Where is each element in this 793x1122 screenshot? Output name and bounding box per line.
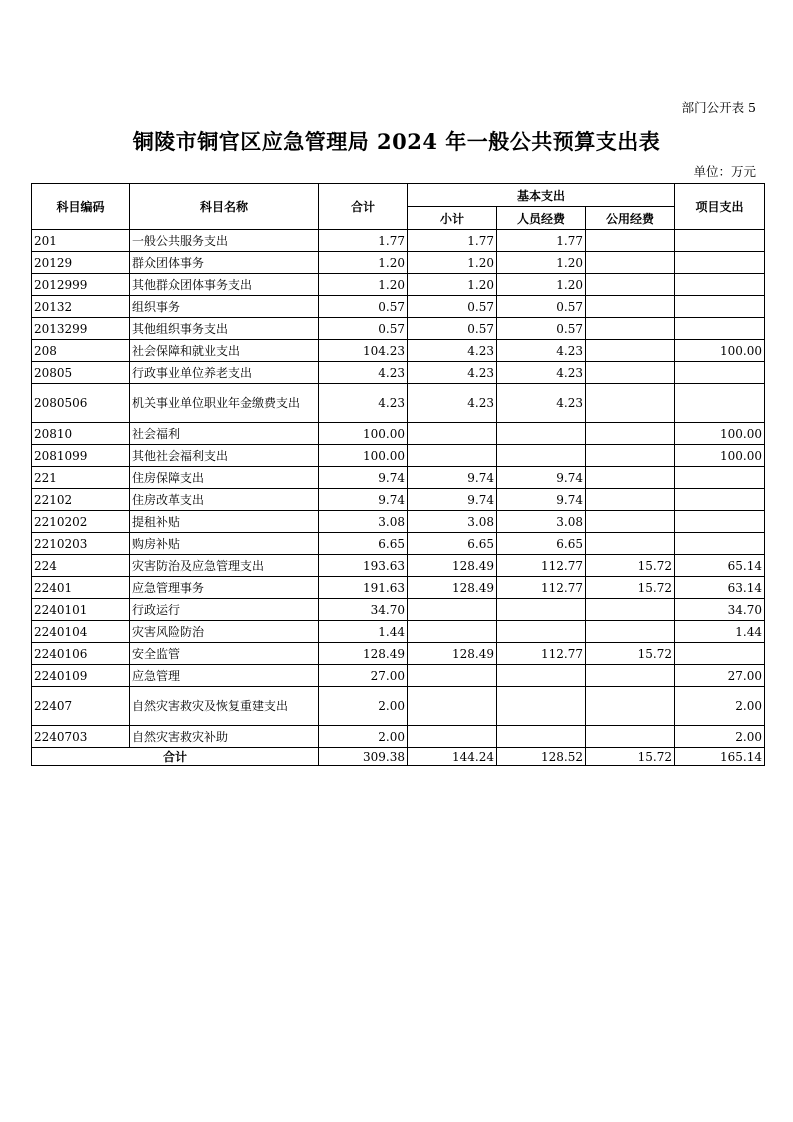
row-total: 9.74 xyxy=(319,467,408,489)
row-subtotal: 9.74 xyxy=(408,467,497,489)
row-total: 1.20 xyxy=(319,252,408,274)
header-public: 公用经费 xyxy=(586,207,675,230)
form-number: 部门公开表 5 xyxy=(681,100,756,115)
row-public xyxy=(586,599,675,621)
row-name: 其他社会福利支出 xyxy=(130,445,319,467)
row-public xyxy=(586,687,675,726)
row-personnel: 0.57 xyxy=(497,318,586,340)
row-personnel: 4.23 xyxy=(497,362,586,384)
page-title: 铜陵市铜官区应急管理局 2024 年一般公共预算支出表 xyxy=(132,129,661,154)
row-total: 191.63 xyxy=(319,577,408,599)
row-personnel: 1.77 xyxy=(497,230,586,252)
row-code: 2240106 xyxy=(32,643,130,665)
table-row xyxy=(32,511,765,533)
row-code: 201 xyxy=(32,230,130,252)
row-name: 其他群众团体事务支出 xyxy=(130,274,319,296)
row-personnel: 9.74 xyxy=(497,489,586,511)
table-row xyxy=(32,621,765,643)
table-row xyxy=(32,423,765,445)
row-project: 2.00 xyxy=(675,726,765,748)
row-total: 104.23 xyxy=(319,340,408,362)
row-total: 0.57 xyxy=(319,296,408,318)
row-total: 100.00 xyxy=(319,445,408,467)
table-row xyxy=(32,687,765,726)
table-row xyxy=(32,599,765,621)
table-row xyxy=(32,577,765,599)
row-personnel: 6.65 xyxy=(497,533,586,555)
row-code: 208 xyxy=(32,340,130,362)
row-code: 22407 xyxy=(32,687,130,726)
row-total: 3.08 xyxy=(319,511,408,533)
row-code: 20132 xyxy=(32,296,130,318)
row-public xyxy=(586,445,675,467)
row-total: 128.49 xyxy=(319,643,408,665)
row-public xyxy=(586,621,675,643)
table-row xyxy=(32,555,765,577)
table-row xyxy=(32,445,765,467)
row-subtotal: 4.23 xyxy=(408,362,497,384)
row-name: 行政事业单位养老支出 xyxy=(130,362,319,384)
table-row xyxy=(32,665,765,687)
row-public xyxy=(586,252,675,274)
row-subtotal: 128.49 xyxy=(408,555,497,577)
row-total: 1.20 xyxy=(319,274,408,296)
row-subtotal xyxy=(408,445,497,467)
total-subtotal: 144.24 xyxy=(408,748,497,766)
row-personnel xyxy=(497,599,586,621)
header-project: 项目支出 xyxy=(675,184,765,230)
row-personnel xyxy=(497,423,586,445)
row-name: 应急管理事务 xyxy=(130,577,319,599)
table-row xyxy=(32,726,765,748)
row-total: 193.63 xyxy=(319,555,408,577)
row-total: 1.44 xyxy=(319,621,408,643)
row-subtotal: 128.49 xyxy=(408,577,497,599)
row-code: 2081099 xyxy=(32,445,130,467)
row-personnel: 112.77 xyxy=(497,643,586,665)
row-personnel: 0.57 xyxy=(497,296,586,318)
row-total: 0.57 xyxy=(319,318,408,340)
row-subtotal: 6.65 xyxy=(408,533,497,555)
row-code: 2240104 xyxy=(32,621,130,643)
header-personnel: 人员经费 xyxy=(497,207,586,230)
header-code: 科目编码 xyxy=(32,184,130,230)
row-public xyxy=(586,511,675,533)
row-total: 34.70 xyxy=(319,599,408,621)
row-project: 100.00 xyxy=(675,445,765,467)
row-total: 2.00 xyxy=(319,687,408,726)
row-total: 9.74 xyxy=(319,489,408,511)
total-total: 309.38 xyxy=(319,748,408,766)
table-row xyxy=(32,230,765,252)
row-code: 221 xyxy=(32,467,130,489)
row-name: 社会保障和就业支出 xyxy=(130,340,319,362)
row-project xyxy=(675,252,765,274)
row-code: 2210203 xyxy=(32,533,130,555)
header-subtotal: 小计 xyxy=(408,207,497,230)
table-row xyxy=(32,489,765,511)
row-total: 4.23 xyxy=(319,362,408,384)
row-subtotal: 9.74 xyxy=(408,489,497,511)
total-row xyxy=(32,748,765,766)
row-public xyxy=(586,726,675,748)
row-name: 群众团体事务 xyxy=(130,252,319,274)
row-code: 224 xyxy=(32,555,130,577)
row-subtotal xyxy=(408,621,497,643)
row-subtotal xyxy=(408,687,497,726)
row-project: 34.70 xyxy=(675,599,765,621)
total-project: 165.14 xyxy=(675,748,765,766)
unit-label: 单位：万元 xyxy=(693,164,756,179)
table-row xyxy=(32,467,765,489)
row-name: 购房补贴 xyxy=(130,533,319,555)
budget-expenditure-table xyxy=(31,183,765,766)
row-name: 机关事业单位职业年金缴费支出 xyxy=(130,384,319,423)
row-subtotal xyxy=(408,423,497,445)
total-public: 15.72 xyxy=(586,748,675,766)
table-row xyxy=(32,362,765,384)
row-subtotal: 128.49 xyxy=(408,643,497,665)
row-project: 65.14 xyxy=(675,555,765,577)
row-code: 20805 xyxy=(32,362,130,384)
row-personnel xyxy=(497,621,586,643)
row-total: 100.00 xyxy=(319,423,408,445)
row-name: 一般公共服务支出 xyxy=(130,230,319,252)
row-subtotal: 4.23 xyxy=(408,340,497,362)
row-project: 2.00 xyxy=(675,687,765,726)
row-project xyxy=(675,296,765,318)
row-total: 1.77 xyxy=(319,230,408,252)
row-subtotal xyxy=(408,665,497,687)
row-subtotal: 1.77 xyxy=(408,230,497,252)
row-public xyxy=(586,533,675,555)
row-project: 1.44 xyxy=(675,621,765,643)
row-personnel: 112.77 xyxy=(497,555,586,577)
total-label: 合计 xyxy=(32,748,319,766)
row-code: 22401 xyxy=(32,577,130,599)
row-personnel xyxy=(497,687,586,726)
row-total: 27.00 xyxy=(319,665,408,687)
row-total: 4.23 xyxy=(319,384,408,423)
row-name: 灾害防治及应急管理支出 xyxy=(130,555,319,577)
row-public xyxy=(586,423,675,445)
row-personnel xyxy=(497,445,586,467)
row-project: 100.00 xyxy=(675,423,765,445)
row-personnel: 1.20 xyxy=(497,252,586,274)
row-project xyxy=(675,643,765,665)
row-name: 行政运行 xyxy=(130,599,319,621)
header-name: 科目名称 xyxy=(130,184,319,230)
row-code: 20129 xyxy=(32,252,130,274)
row-public xyxy=(586,274,675,296)
row-public: 15.72 xyxy=(586,555,675,577)
row-project: 63.14 xyxy=(675,577,765,599)
row-code: 2080506 xyxy=(32,384,130,423)
row-project xyxy=(675,318,765,340)
row-project xyxy=(675,384,765,423)
row-name: 社会福利 xyxy=(130,423,319,445)
row-name: 提租补贴 xyxy=(130,511,319,533)
row-subtotal: 3.08 xyxy=(408,511,497,533)
row-project xyxy=(675,274,765,296)
table-row xyxy=(32,252,765,274)
row-subtotal xyxy=(408,599,497,621)
row-public xyxy=(586,340,675,362)
row-code: 2240703 xyxy=(32,726,130,748)
row-public xyxy=(586,384,675,423)
row-code: 2012999 xyxy=(32,274,130,296)
row-public xyxy=(586,362,675,384)
row-name: 安全监管 xyxy=(130,643,319,665)
row-name: 自然灾害救灾补助 xyxy=(130,726,319,748)
row-personnel: 112.77 xyxy=(497,577,586,599)
row-subtotal: 0.57 xyxy=(408,296,497,318)
row-total: 2.00 xyxy=(319,726,408,748)
table-row xyxy=(32,643,765,665)
row-public xyxy=(586,489,675,511)
row-code: 2013299 xyxy=(32,318,130,340)
header-total: 合计 xyxy=(319,184,408,230)
row-name: 自然灾害救灾及恢复重建支出 xyxy=(130,687,319,726)
row-project xyxy=(675,533,765,555)
row-subtotal: 4.23 xyxy=(408,384,497,423)
row-code: 2210202 xyxy=(32,511,130,533)
row-public: 15.72 xyxy=(586,643,675,665)
table-row xyxy=(32,384,765,423)
table-row xyxy=(32,340,765,362)
table-row xyxy=(32,274,765,296)
row-code: 2240101 xyxy=(32,599,130,621)
row-name: 住房改革支出 xyxy=(130,489,319,511)
header-basic: 基本支出 xyxy=(408,184,675,207)
row-project xyxy=(675,511,765,533)
row-name: 灾害风险防治 xyxy=(130,621,319,643)
row-code: 2240109 xyxy=(32,665,130,687)
row-public xyxy=(586,318,675,340)
row-personnel: 4.23 xyxy=(497,384,586,423)
row-subtotal: 1.20 xyxy=(408,252,497,274)
table-row xyxy=(32,296,765,318)
row-project: 100.00 xyxy=(675,340,765,362)
total-personnel: 128.52 xyxy=(497,748,586,766)
row-name: 组织事务 xyxy=(130,296,319,318)
row-project xyxy=(675,489,765,511)
row-code: 22102 xyxy=(32,489,130,511)
row-name: 应急管理 xyxy=(130,665,319,687)
row-total: 6.65 xyxy=(319,533,408,555)
row-personnel: 1.20 xyxy=(497,274,586,296)
row-personnel: 4.23 xyxy=(497,340,586,362)
row-subtotal: 1.20 xyxy=(408,274,497,296)
table-row xyxy=(32,533,765,555)
table-row xyxy=(32,318,765,340)
row-project xyxy=(675,467,765,489)
row-public xyxy=(586,665,675,687)
row-personnel: 9.74 xyxy=(497,467,586,489)
row-project xyxy=(675,230,765,252)
row-personnel xyxy=(497,726,586,748)
row-personnel: 3.08 xyxy=(497,511,586,533)
row-public xyxy=(586,296,675,318)
row-public xyxy=(586,467,675,489)
row-code: 20810 xyxy=(32,423,130,445)
row-name: 住房保障支出 xyxy=(130,467,319,489)
row-project: 27.00 xyxy=(675,665,765,687)
row-name: 其他组织事务支出 xyxy=(130,318,319,340)
row-subtotal: 0.57 xyxy=(408,318,497,340)
row-subtotal xyxy=(408,726,497,748)
row-public xyxy=(586,230,675,252)
row-public: 15.72 xyxy=(586,577,675,599)
table-body xyxy=(32,230,765,748)
row-project xyxy=(675,362,765,384)
row-personnel xyxy=(497,665,586,687)
